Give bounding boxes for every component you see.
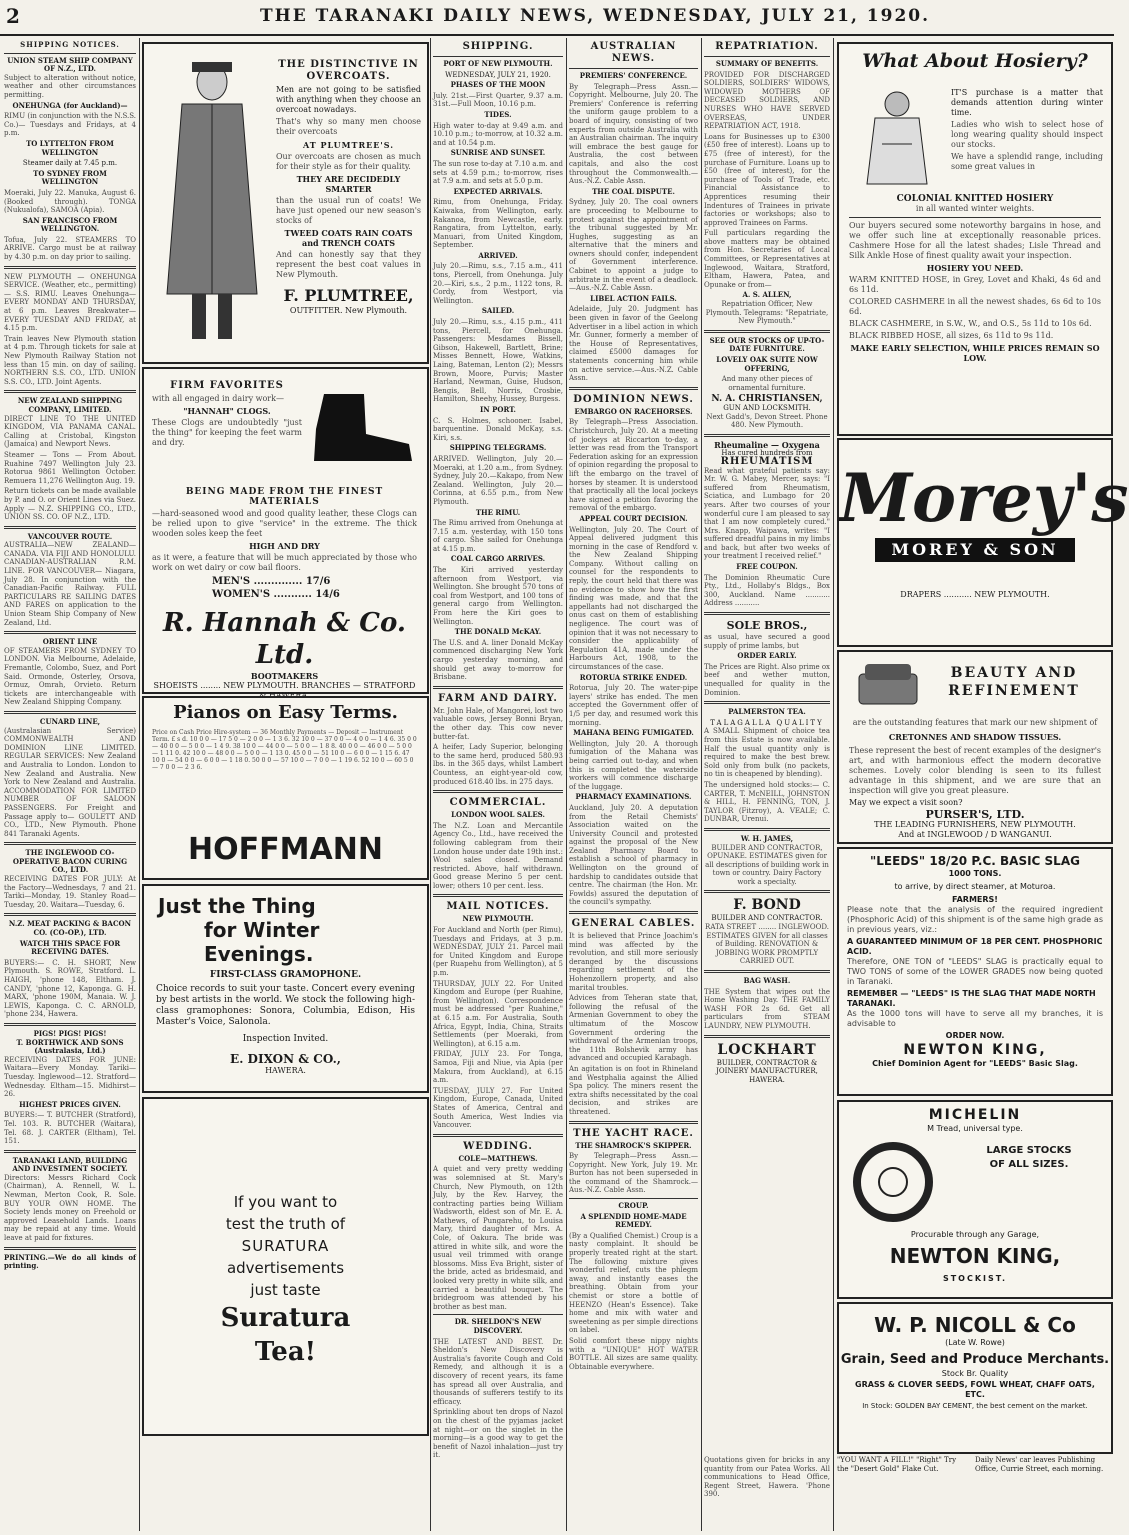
order-early: ORDER EARLY.	[737, 651, 797, 661]
hannah-made: BEING MADE FROM THE FINEST MATERIALS	[185, 487, 384, 507]
leeds-rem: REMEMBER — "LEEDS" IS THE SLAG THAT MADE NORTH TARANAKI.	[847, 989, 1096, 1008]
subheading: THE DONALD McKAY.	[454, 627, 542, 637]
suratura-ad	[142, 1097, 429, 1436]
plumtree-at: AT PLUMTREE'S.	[302, 140, 395, 150]
subheading: PREMIERS' CONFERENCE.	[579, 71, 688, 80]
vancouver-route: VANCOUVER ROUTE.	[27, 531, 113, 541]
tyre-illustration	[853, 1142, 933, 1222]
hannah-logo: R. Hannah & Co. Ltd.	[163, 608, 406, 670]
hosiery-ad: What About Hosiery? IT'S purchase is a matter that demands attention during winter time. Ladies who wish to select hose of long wearing quality should inspect our stocks. We have a splendid range, including some great values in COLONIAL KNITTED HOSIERY in all wanted winter weights. Our buyers secured some noteworthy bargains in hose, and we offer such line at exceptionally reasonable prices. Cashmere Hose for all the latest shades; Lisle Thread and Silk Ankle Hose of finest quality await your inspection. HOSIERY YOU NEED. WARM KNITTED HOSE, in Grey, Lovet and Khaki, 4s 6d and 6s 11d. COLORED CASHMERE in all the newest shades, 6s 6d to 10s 6d. BLACK CASHMERE, in S.W., W., and O.S., 5s 11d to 10s 6d. BLACK RIBBED HOSE, all sizes, 6s 11d to 9s 11d. MAKE EARLY SELECTION, WHILE PRICES REMAIN SO LOW.	[837, 42, 1113, 436]
leeds-order: ORDER NOW.	[945, 1031, 1005, 1040]
subheading: PHASES OF THE MOON	[450, 80, 546, 90]
sole-bros: SOLE BROS.,	[726, 619, 808, 633]
suratura-line: SURATURA	[241, 1237, 330, 1255]
watch-space: WATCH THIS SPACE FOR RECEIVING DATES.	[19, 938, 121, 957]
dixon-title1: Just the Thing	[158, 894, 316, 918]
subheading: MAHANA BEING FUMIGATED.	[573, 728, 694, 738]
talagalla: TALAGALLA QUALITY	[710, 718, 824, 727]
subheading: TIDES.	[484, 109, 512, 119]
hannah-loc: SHOEISTS ........ NEW PLYMOUTH. BRANCHES — STRATFORD	[153, 681, 416, 690]
heading: WEDDING.	[463, 1140, 533, 1152]
nicoll-seeds: GRASS & CLOVER SEEDS, FOWL WHEAT, CHAFF OATS, ETC.	[855, 1380, 1095, 1399]
nicoll-grain: Grain, Seed and Produce Merchants.	[840, 1352, 1110, 1367]
furniture: SEE OUR STOCKS OF UP-TO-DATE FURNITURE.	[709, 335, 825, 354]
rheumatism: RHEUMATISM	[720, 455, 814, 467]
heading: GENERAL CABLES.	[571, 918, 696, 930]
suratura-line: advertisements	[226, 1259, 345, 1277]
morey-loc: DRAPERS ........... NEW PLYMOUTH.	[900, 590, 1050, 599]
subheading: PORT OF NEW PLYMOUTH.	[443, 59, 553, 68]
plumtree-coats: TWEED COATS RAIN COATS and TRENCH COATS	[284, 228, 413, 248]
gun-lock: GUN AND LOCKSMITH.	[723, 403, 811, 412]
james: W. H. JAMES,	[740, 833, 794, 843]
subheading: IN PORT.	[480, 404, 516, 414]
rheumaline: Has cured hundreds from	[721, 449, 813, 458]
footer-daily-news: Daily News' car leaves Publishing Office, Currie Street, each morning.	[975, 1456, 1104, 1473]
subheading: A SPLENDID HOME-MADE REMEDY.	[580, 1211, 687, 1230]
pigs-notice: PIGS! PIGS! PIGS!	[33, 1028, 107, 1038]
michelin-name: NEWTON KING,	[889, 1244, 1061, 1268]
union-company: UNION STEAM SHIP COMPANY OF N.Z., LTD.	[7, 55, 133, 74]
purser-sub: CRETONNES AND SHADOW TISSUES.	[888, 732, 1062, 742]
rheumaline: Rheumaline — Oxygena	[714, 439, 820, 450]
nicoll-title: W. P. NICOLL & Co	[874, 1313, 1076, 1337]
subheading: SAILED.	[481, 306, 515, 316]
subheading: LIBEL ACTION FAILS.	[590, 293, 677, 303]
subheading: PHARMACY EXAMINATIONS.	[575, 792, 692, 802]
nicoll-stock: Stock Br. Quality	[941, 1369, 1009, 1378]
leeds-agent: Chief Dominion Agent for "LEEDS" Basic Slag.	[872, 1059, 1078, 1068]
subheading: THE SHAMROCK'S SKIPPER.	[575, 1140, 692, 1150]
shipping-column: SHIPPING. PORT OF NEW PLYMOUTH. WEDNESDAY, JULY 21, 1920. PHASES OF THE MOON July. 21st.—First Quarter, 9.37 a.m. 31st.—Full Moon, 10.16 p.m. TIDES. High water to-day at 9.49 a.m. and 10.10 p.m.; to-morrow, at 10.32 a.m. and at 10.54 p.m. SUNRISE AND SUNSET. The sun rose to-day at 7.10 a.m. and sets at 4.59 p.m.; to-morrow, rises at 7.9 a.m. and sets at 5.0 p.m. EXPECTED ARRIVALS. Rimu, from Onehunga, Friday. Kaiwaka, from Wellington, early. Rakanoa, from Newcastle, early. Rangatira, from Lyttelton, early. Manuari, from United Kingdom, September. ARRIVED. July 20.—Rimu, s.s., 7.15 a.m., 411 tons, Piercell, from Onehunga. July 20.—Kiri, s.s., 2 p.m., 1122 tons, R. Cordy, from Westport, via Wellington. SAILED. July 20.—Rimu, s.s., 4.15 p.m., 411 tons, Piercell, for Onehunga. Passengers: Mesdames Bissell, Gibson, Hakewell, Bartlett, Brine; Misses Bennett, Howe, Watkins, Laing, Bateman, Lenton (2); Messrs Brown, Moore, Purvis; Master Harland, Newman, Guise, Hudson, Bengis, Bell, Norris, Crosbie, Hamilton, Sheehy, Hussey, Burgess. IN PORT. C. S. Holmes, schooner. Isabel, barquentine. Donald McKay, s.s. Kiri, s.s. SHIPPING TELEGRAMS. ARRIVED. Wellington, July 20.—Moeraki, at 1.20 a.m., from Sydney. Sydney, July 20.—Kakapo, from New Zealand. Wellington, July 20.—Corinna, at 6.55 p.m., from New Plymouth. THE RIMU. The Rimu arrived from Onehunga at 7.15 a.m. yesterday, with 150 tons of cargo. She sailed for Onehunga at 4.15 p.m. COAL CARGO ARRIVES. The Kiri arrived yesterday afternoon from Westport, via Wellington. She brought 570 tons of coal from Westport, and 100 tons of general cargo from Wellington. From here the Kiri goes to Wellington. THE DONALD McKAY. The U.S. and A. liner Donald McKay commenced discharging New York cargo yesterday morning, and should get away to-morrow for Brisbane. FARM AND DAIRY. Mr. John Hale, of Mangorei, lost two valuable cows, Jersey Bonni Bryan, the other day. This cow never butter-fat. A heifer, Lady Superior, belonging to the same herd, produced 580.93 lbs. in the 365 days, whilst Lambert Countess, an eight-year-old cow, produced 618.40 lbs. in 275 days. COMMERCIAL. LONDON WOOL SALES. The N.Z. Loan and Mercantile Agency Co., Ltd., have received the following cablegram from their London house under date 19th inst.: Wool sales closed. Demand restricted. Above, half withdrawn. Good grease Merino 5 per cent. lower; others 10 per cent. less. MAIL NOTICES. NEW PLYMOUTH. For Auckland and North (per Rimu), Tuesdays and Fridays, at 3 p.m. WEDNESDAY, JULY 21. Parcel mail for United Kingdom and Europe (per Ruapehu from Wellington), at 5 p.m. THURSDAY, JULY 22. For United Kingdom and Europe (per Ruahine, from Wellington). Correspondence must be addressed "per Ruahine," at 6.15 a.m. For Australia, South Africa, Egypt, India, China, Straits Settlements (per Moeraki, from Wellington), at 6.15 a.m. FRIDAY, JULY 23. For Tonga, Samoa, Fiji and Niue, via Apia (per Makura, from Auckland), at 6.15 a.m. TUESDAY, JULY 27. For United Kingdom, Europe, Canada, United States of America, Central and South America, West Indies via Vancouver. WEDDING. COLE—MATTHEWS. A quiet and very pretty wedding was solemnised at St. Mary's Church, New Plymouth, on 12th July, by the Rev. Harvey, the contracting parties being William Wadsworth, eldest son of Mr. E. A. Mathews, of Pungarehu, to Louisa Mary, third daughter of Mrs. A. Cole, of Oakura. The bride was attired in white silk, and wore the usual veil trimmed with orange blossoms. Miss Eva Bright, sister of the bride, acted as bridesmaid, and looked very pretty in white silk, and carried a beautiful bouquet. The bridegroom was attended by his brother as best man. DR. SHELDON'S NEW DISCOVERY. THE LATEST AND BEST. Dr. Sheldon's New Discovery is Australia's favorite Cough and Cold Remedy, and although it is a discovery of recent years, its fame has spread all over Australia, and thousands of sufferers testify to its efficacy. Sprinkling about ten drops of Nazol on the chest of the pyjamas jacket at night—or on the singlet in the morning—is a good way to get the benefit of Nazol inhalation—just try it.	[433, 41, 563, 1460]
newspaper-title: THE TARANAKI DAILY NEWS, WEDNESDAY, JULY 21, 1920.	[260, 6, 931, 26]
subheading: THE COAL DISPUTE.	[592, 186, 675, 196]
dixon-name: E. DIXON & CO.,	[230, 1052, 341, 1066]
heading: REPATRIATION.	[715, 41, 819, 52]
shipping-notices-heading: SHIPPING NOTICES.	[20, 40, 120, 49]
nicoll-coal: In Stock: GOLDEN BAY CEMENT, the best cement on the market.	[862, 1402, 1088, 1410]
leeds-tons: 1000 TONS.	[948, 869, 1002, 878]
meat-packing: N.Z. MEAT PACKING & BACON CO. (CO-OP.), LTD.	[8, 919, 132, 938]
subheading: APPEAL COURT DECISION.	[579, 513, 688, 523]
subheading: SHIPPING TELEGRAMS.	[449, 443, 547, 453]
dixon-inv: Inspection Invited.	[242, 1034, 329, 1044]
footer-lockhart-extra: Quotations given for bricks in any quantity from our Patea Works. All communications to Head Office, Regent Street, Hawera. 'Phone 390.	[704, 1456, 830, 1499]
morey-logo: Morey's	[839, 459, 1129, 537]
hannah-grade: HIGH AND DRY	[249, 541, 320, 551]
leeds-farmers: FARMERS!	[952, 895, 998, 904]
subheading: CROUP.	[618, 1201, 649, 1211]
heading: FARM AND DAIRY.	[438, 692, 558, 704]
hoffmann-title: Pianos on Easy Terms.	[173, 702, 398, 723]
inglewood-bacon: THE INGLEWOOD CO-OPERATIVE BACON CURING CO., LTD.	[12, 848, 128, 875]
palmerston-tea: PALMERSTON TEA.	[728, 707, 806, 717]
christiansen: N. A. CHRISTIANSEN,	[711, 394, 823, 405]
orient-line: ORIENT LINE	[42, 637, 98, 647]
morey-band: MOREY & SON	[875, 538, 1075, 562]
allen: A. S. ALLEN,	[742, 290, 792, 300]
subheading: ARRIVED.	[478, 250, 518, 260]
dixon-text: Choice records to suit your taste. Concert every evening by best artists in the world. We stock the following high-class gramophones: Sonora, Columbia, Edison, His Master's Voice, Salonola.	[156, 984, 415, 1027]
australian-news-column: AUSTRALIAN NEWS. PREMIERS' CONFERENCE. By Telegraph—Press Assn.—Copyright. Melbourne, July 20. The Premiers' Conference is referring the uniform gauge problem to a board of inquiry, consisting of two experts from outside Australia with an Australian chairman. The inquiry will embrace the best gauge for Australia, the cost between capitals, and also the cost throughout the Commonwealth.—Aus.-N.Z. Cable Assn. THE COAL DISPUTE. Sydney, July 20. The coal owners are proceeding to Melbourne to protest against the appointment of the tribunal suggested by Mr. Hughes, suggesting as an alternative that the miners and owners should confer, independent of Government interference. Cabinet to appoint a judge to arbitrate in the event of a deadlock.—Aus.-N.Z. Cable Assn. LIBEL ACTION FAILS. Adelaide, July 20. Judgment has been given in favor of the Geelong Advertiser in a libel action in which Mr. Gunner, formerly a member of the House of Representatives, claimed £5000 damages for statements concerning him while on active service.—Aus.-N.Z. Cable Assn. DOMINION NEWS. EMBARGO ON RACEHORSES. By Telegraph—Press Association. Christchurch, July 20. At a meeting of jockeys at Riccarton to-day, a letter was read from the Transport Federation asking for an expression of opinion regarding the proposal to lift the embargo on the travel of horses by steamer. It is understood that practically all the local jockeys have signed a petition favoring the removal of the embargo. APPEAL COURT DECISION. Wellington, July 20. The Court of Appeal delivered judgment this morning in the case of Rendford v. the New Zealand Shipping Company. Without calling on counsel for the respondents to reply, the court held that there was no evidence to show how the first finding was made, and that the appellants had not discharged the onus cast on them of establishing negligence. The court was of opinion that it was not necessary to consider the applicability of Regulation 41A, made under the Harbours Act, 1908, to the circumstances of the case. ROTORUA STRIKE ENDED. Rotorua, July 20. The water-pipe layers' strike has ended. The men accepted the Government offer of 1/5 per day, and resumed work this morning. MAHANA BEING FUMIGATED. Wellington, July 20. A thorough fumigation of the Mahana was being carried out to-day, and when this is completed the waterside workers will commence discharge of the luggage. PHARMACY EXAMINATIONS. Auckland, July 20. A deputation from the Retail Chemists' Association waited on the University Council and protested against the proposal of the New Zealand Pharmacy Board to establish a school of pharmacy in Wellington on the ground of hardship to candidates outside that centre. The chairman (the Hon. Mr. Fowlds) assured the deputation of the council's sympathy. GENERAL CABLES. It is believed that Prince Joachim's mind was affected by the revolution, and still more seriously deranged by the discussions regarding settlement of the Hohenzollern property, and also marital troubles. Advices from Teheran state that, following the refusal of the Armenian Government to obey the ultimatum of the Moscow Government ordering the withdrawal of the Armenian troops, the 11th Bolshevik army has advanced and occupied Karabagh. An agitation is on foot in Rhineland and Westphalia against the Allied Spa policy. The miners resent the extra shifts necessitated by the coal decision, and strikes are threatened. THE YACHT RACE. THE SHAMROCK'S SKIPPER. By Telegraph—Press Assn.—Copyright. New York, July 19. Mr. Burton has not been superseded in the command of the Shamrock.—Aus.-N.Z. Cable Assn. CROUP. A SPLENDID HOME-MADE REMEDY. (By a Qualified Chemist.) Croup is a nasty complaint. It should be properly treated right at the start. The following mixture gives wonderful relief, cuts the phlegm away, and instantly eases the breathing. Obtain from your chemist or store a bottle of HEENZO (Hean's Essence). Take home and mix with water and sweetening as per simple directions on label. Solid comfort these nippy nights with a "UNIQUE" HOT WATER BOTTLE. All sizes are same quality. Obtainable everywhere.	[569, 41, 698, 1371]
dixon-ad	[142, 884, 429, 1093]
purser-ad: BEAUTY AND REFINEMENT are the outstanding features that mark our new shipment of CRETONNES AND SHADOW TISSUES. These represent the best of recent examples of the designer's art, and with harmonious effect the modern decorative schemes. Lovely color blending is seen to its fullest advantage in this shipment, and we are sure that an inspection will give you great pleasure. May we expect a visit soon? PURSER'S, LTD. THE LEADING FURNISHERS, NEW PLYMOUTH. And at INGLEWOOD / D WANGANUI.	[837, 650, 1113, 844]
purser-desc: THE LEADING FURNISHERS, NEW PLYMOUTH.	[874, 820, 1076, 829]
subheading: COAL CARGO ARRIVES.	[450, 554, 546, 564]
heading: AUSTRALIAN NEWS.	[590, 41, 677, 64]
subheading: DR. SHELDON'S NEW DISCOVERY.	[454, 1317, 542, 1335]
subheading: SUNRISE AND SUNSET.	[450, 148, 546, 158]
nicoll-ad	[837, 1302, 1113, 1454]
subheading: ROTORUA STRIKE ENDED.	[579, 672, 688, 682]
column-rule	[701, 38, 702, 1531]
subheading: EXPECTED ARRIVALS.	[453, 186, 543, 196]
plumtree-smarter: THEY ARE DECIDEDLY SMARTER	[296, 174, 401, 194]
heading: MAIL NOTICES.	[446, 901, 550, 913]
land-society: TARANAKI LAND, BUILDING AND INVESTMENT SOCIETY.	[12, 1155, 128, 1174]
subheading: EMBARGO ON RACEHORSES.	[574, 406, 693, 416]
hosiery-early: MAKE EARLY SELECTION, WHILE PRICES REMAIN SO LOW.	[850, 343, 1100, 363]
hannah-womens-price: WOMEN'S ........... 14/6	[212, 589, 340, 600]
michelin-stock: LARGE STOCKS OF ALL SIZES.	[986, 1145, 1072, 1170]
hosiery-need: HOSIERY YOU NEED.	[926, 263, 1024, 273]
column-rule	[430, 38, 431, 1531]
leeds-title: "LEEDS" 18/20 P.C. BASIC SLAG	[870, 854, 1080, 868]
michelin-sub: M Tread, universal type.	[927, 1124, 1023, 1133]
suratura-line: Suratura	[220, 1303, 351, 1333]
highest-prices: HIGHEST PRICES GIVEN.	[19, 1099, 121, 1109]
morey-ad	[837, 438, 1129, 647]
purser-br: And at INGLEWOOD / D WANGANUI.	[898, 830, 1052, 839]
hannah-title: FIRM FAVORITES	[170, 380, 284, 391]
line-item: SAN FRANCISCO FROM WELLINGTON.	[22, 215, 118, 234]
line-item: TO SYDNEY FROM WELLINGTON	[33, 168, 107, 187]
borthwick: T. BORTHWICK AND SONS (Australasia, Ltd.)	[16, 1037, 124, 1056]
hosiery-text: IT'S purchase is a matter that demands attention during winter time.	[951, 88, 1103, 117]
subheading: SUMMARY OF BENEFITS.	[715, 59, 819, 68]
hosiery-title: What About Hosiery?	[862, 50, 1088, 72]
cunard-line: CUNARD LINE,	[39, 716, 101, 726]
leeds-guar: A GUARANTEED MINIMUM OF 18 PER CENT. PHOSPHORIC ACID.	[847, 937, 1103, 956]
plumtree-name: F. PLUMTREE,	[283, 286, 414, 305]
michelin-title: MICHELIN	[928, 1107, 1022, 1123]
leeds-arrive: to arrive, by direct steamer, at Moturoa.	[894, 882, 1056, 891]
hannah-ad: FIRM FAVORITES with all engaged in dairy work— "HANNAH" CLOGS. These Clogs are undoubtedly "just the thing" for keeping the feet warm and dry. BEING MADE FROM THE FINEST MATERIALS —hard-seasoned wood and good quality leather, these Clogs can be relied upon to give "service" in the extreme. The thick wooden soles keep the feet HIGH AND DRY as it were, a feature that will be much appreciated by those who work on wet dairy or cow bail floors. MEN'S .............. 17/6 WOMEN'S ........... 14/6 R. Hannah & Co. Ltd. BOOTMAKERS SHOEISTS ........ NEW PLYMOUTH. BRANCHES — STRATFORD	[142, 367, 429, 694]
column-rule	[139, 38, 140, 1531]
plumtree-title: THE DISTINCTIVE IN OVERCOATS.	[278, 59, 419, 82]
suratura-line: If you want to	[233, 1193, 338, 1211]
dixon-sub: FIRST-CLASS GRAMOPHONE.	[209, 970, 362, 980]
leeds-ad: "LEEDS" 18/20 P.C. BASIC SLAG 1000 TONS. to arrive, by direct steamer, at Moturoa. FARMERS! Please note that the analysis of the required ingredient (Phosphoric Acid) of this shipment is of the same high grade as in previous years, viz.: A GUARANTEED MINIMUM OF 18 PER CENT. PHOSPHORIC ACID. Therefore, ONE TON of "LEEDS" SLAG is practically equal to TWO TONS of some of the LOWER GRADES now being quoted in Taranaki. REMEMBER — "LEEDS" IS THE SLAG THAT MADE NORTH TARANAKI. As the 1000 tons will have to serve all my branches, it is advisable to ORDER NOW. NEWTON KING, Chief Dominion Agent for "LEEDS" Basic Slag.	[837, 847, 1113, 1096]
purser-title2: REFINEMENT	[948, 683, 1080, 699]
hoffmann-name: HOFFMANN	[188, 832, 383, 867]
bond-builder: BUILDER AND CONTRACTOR.	[711, 914, 823, 923]
heading: SHIPPING.	[462, 41, 534, 52]
hannah-boot: BOOTMAKERS	[250, 671, 319, 681]
michelin-st: STOCKIST.	[942, 1274, 1008, 1283]
nicoll-late: (Late W. Rowe)	[945, 1338, 1005, 1347]
michelin-ad	[837, 1100, 1113, 1299]
michelin-proc: Procurable through any Garage,	[910, 1230, 1040, 1239]
column-rule	[566, 38, 567, 1531]
shipping-notices-column: SHIPPING NOTICES. UNION STEAM SHIP COMPANY OF N.Z., LTD. Subject to alteration without notice, weather and other circumstances permitting. ONEHUNGA (for Auckland)— RIMU (in conjunction with the N.S.S. Co.)— Tuesdays and Fridays, at 4 p.m. TO LYTTELTON FROM WELLINGTON Steamer daily at 7.45 p.m. TO SYDNEY FROM WELLINGTON Moeraki, July 22. Manuka, August 6. (Booked through). TONGA (Nukualofa), SAMOA (Apia). SAN FRANCISCO FROM WELLINGTON. Tofua, July 22. STEAMERS TO ARRIVE. Cargo must be at railway by 4.30 p.m. on day prior to sailing. NEW PLYMOUTH — ONEHUNGA SERVICE. (Weather, etc., permitting)— S.S. RIMU. Leaves Onehunga— EVERY MONDAY AND THURSDAY, at 6 p.m. Leaves Breakwater— EVERY TUESDAY AND FRIDAY, at 4.15 p.m. Train leaves New Plymouth station at 4 p.m. Through tickets for sale at New Plymouth Railway Station not less than 15 min. on day of sailing. NORTHERN S.S. CO., LTD. UNION S.S. CO., LTD. Joint Agents. NEW ZEALAND SHIPPING COMPANY, LIMITED. DIRECT LINE TO THE UNITED KINGDOM, VIA PANAMA CANAL. Calling at Cristobal, Kingston (Jamaica) and Newport News. Steamer — Tons — From About. Ruahine 7497 Wellington July 23. Rotorua 9861 Wellington October. Remuera 11,276 Wellington Aug. 19. Return tickets can be made available by P. and O. or Orient Lines via Suez. Apply — N.Z. SHIPPING CO., LTD., UNION SS. CO. OF N.Z., LTD. VANCOUVER ROUTE. AUSTRALIA—NEW ZEALAND—CANADA. VIA FIJI AND HONOLULU. CANADIAN-AUSTRALIAN R.M. LINE. FOR VANCOUVER— Niagara, July 28. In conjunction with the Canadian-Pacific Railway. FULL PARTICULARS RE SAILING DATES AND FARES on application to the Union Steam Ship Company of New Zealand, Ltd. ORIENT LINE OF STEAMERS FROM SYDNEY TO LONDON. Via Melbourne, Adelaide, Fremantle, Colombo, Suez, and Port Said. Ormonde, Osterley, Orsova, Ormuz, Omrah, Orvieto. Return tickets are interchangeable with New Zealand Shipping Company. CUNARD LINE, (Australasian Service) COMMONWEALTH AND DOMINION LINE LIMITED. REGULAR SERVICES: New Zealand and Australia to London. London to New Zealand and Australia. New York to New Zealand and Australia. ACCOMMODATION FOR LIMITED NUMBER OF SALOON PASSENGERS. For Freight and Passage apply to— GOULETT AND CO., LTD., New Plymouth. Phone 841 Taranaki Agents. THE INGLEWOOD CO-OPERATIVE BACON CURING CO., LTD. RECEIVING DATES FOR JULY: At the Factory—Wednesdays, 7 and 21. Tariki—Monday, 19. Stanley Road—Tuesday, 20. Waitara—Tuesday, 6. N.Z. MEAT PACKING & BACON CO. (CO-OP.), LTD. WATCH THIS SPACE FOR RECEIVING DATES. BUYERS:— C. H. SHORT, New Plymouth. S. ROWE, Stratford. L. HAIGH, 'phone 148, Eltham. J. CANDY, 'phone 12, Kaponga. G. H. MARX, 'phone 190M, Manaia. W. J. LEWIS, Kaponga. C. C. ARNOLD, 'phone 234, Hawera. PIGS! PIGS! PIGS! T. BORTHWICK AND SONS (Australasia, Ltd.) RECEIVING DATES FOR JUNE: Waitara—Every Monday. Tariki—Tuesday. Inglewood—12. Stratford—Wednesday. Eltham—15. Midhirst—26. HIGHEST PRICES GIVEN. BUYERS:— T. BUTCHER (Stratford), Tel. 103. R. BUTCHER (Waitara), Tel. 68. J. CARTER (Eltham), Tel. 151. TARANAKI LAND, BUILDING AND INVESTMENT SOCIETY. Directors: Messrs Richard Cock (Chairman), A. Rennell, W. L. Newman, Merton Cook, R. Sole. BUY YOUR OWN HOME. The Society lends money on Freehold or approved Leasehold Lands. Loans may be repaid at any time. Would leave at paid for fixtures. PRINTING.—We do all kinds of printing.	[4, 40, 136, 1271]
nz-shipping: NEW ZEALAND SHIPPING COMPANY, LIMITED.	[17, 396, 123, 414]
clog-boot-illustration	[304, 389, 419, 469]
armchair-illustration	[853, 660, 923, 710]
repatriation-column: REPATRIATION. SUMMARY OF BENEFITS. PROVIDED FOR DISCHARGED SOLDIERS, SOLDIERS' WIDOWS, WIDOWED MOTHERS OF DECEASED SOLDIERS, AND NURSES WHO HAVE SERVED OVERSEAS, UNDER REPATRIATION ACT, 1918. Loans for Businesses up to £300 (£50 free of interest). Loans up to £75 (free of interest), for the purchase of Furniture. Loans up to £50 (free of interest), for the purchase of Tools of Trade, etc. Financial Assistance to Apprentices resuming their Indentures of Trainees in private factories or workshops; also to approved Trainees on Farms. Full particulars regarding the above matters may be obtained from Hon. Secretaries of Local Committees, or Representatives at Inglewood, Waitara, Stratford, Eltham, Hawera, Patea, and Opunake or from— A. S. ALLEN, Repatriation Officer, New Plymouth. Telegrams: "Repatriate, New Plymouth." SEE OUR STOCKS OF UP-TO-DATE FURNITURE. LOVELY OAK SUITE NOW OFFERING, And many other pieces of ornamental furniture. N. A. CHRISTIANSEN, GUN AND LOCKSMITH. Next Gadd's, Devon Street. Phone 480. New Plymouth. Rheumaline — Oxygena Has cured hundreds from RHEUMATISM Read what grateful patients say: Mr. W. G. Mabey, Mercer, says: "I suffered from Rheumatism, Sciatica, and Lumbago for 20 years. After two courses of your wonderful cure I am pleased to say that I am now completely cured." Mrs. Knapp, Waipawa, writes: "I suffered dreadful pains in my limbs and back, but after two weeks of your treatment I received relief." FREE COUPON. The Dominion Rheumatic Cure Pty., Ltd., Hollaby's Bldgs., Box 300, Auckland. Name ........... Address ........... SOLE BROS., as usual, have secured a good supply of prime lambs, but ORDER EARLY. The Prices are Right. Also prime ox beef and wether mutton, unequalled for quality in the Dominion. PALMERSTON TEA. TALAGALLA QUALITY A SMALL Shipment of choice tea from this Estate is now available. Half the usual quantity only is required to make the best brew. Sold only from bulk (no packets, no tin is cheapened by blending). The undersigned hold stocks:— C. CARTER, T. McNEILL, JOHNSTON & HILL, H. FENNING, TON, J. TAYLOR (Fitzroy), A. VEALE; C. DUNBAR, Urenui. W. H. JAMES, BUILDER AND CONTRACTOR, OPUNAKE. ESTIMATES given for all descriptions of building work in town or country. Dairy Factory work a specialty. F. BOND BUILDER AND CONTRACTOR. RATA STREET ........ INGLEWOOD. ESTIMATES GIVEN for all classes of Building. RENOVATION & JOBBING WORK PROMPTLY CARRIED OUT. BAG WASH. THE System that wipes out the Home Washing Day. THE FAMILY WASH FOR 2s 6d. Get all particulars from STEAM LAUNDRY, NEW PLYMOUTH. LOCKHART BUILDER, CONTRACTOR & JOINERY MANUFACTURER, HAWERA.	[704, 41, 830, 1084]
suratura-line: just taste	[250, 1281, 321, 1299]
purser-visit: May we expect a visit soon?	[849, 798, 963, 807]
subheading: COLE—MATTHEWS.	[458, 1153, 538, 1163]
masthead	[0, 0, 1114, 36]
leeds-name: NEWTON KING,	[903, 1042, 1047, 1058]
man-in-overcoat-illustration	[152, 54, 272, 354]
hannah-clogs: "HANNAH" CLOGS.	[183, 406, 271, 416]
heading: COMMERCIAL.	[449, 797, 547, 809]
line-item: TO LYTTELTON FROM WELLINGTON	[26, 138, 114, 157]
heading: THE YACHT RACE.	[573, 1127, 694, 1139]
bond: F. BOND	[733, 897, 801, 914]
bag-wash: BAG WASH.	[743, 976, 791, 986]
line-item: ONEHUNGA (for Auckland)—	[12, 100, 128, 110]
lockhart: LOCKHART	[717, 1041, 817, 1058]
plumtree-outfitter: OUTFITTER. New Plymouth.	[289, 306, 408, 315]
lockhart-desc: BUILDER, CONTRACTOR & JOINERY MANUFACTURER, HAWERA.	[716, 1058, 818, 1084]
purser-name: PURSER'S, LTD.	[925, 808, 1025, 821]
subheading: THE RIMU.	[475, 507, 521, 517]
page-number: 2	[6, 4, 20, 28]
plumtree-ad: THE DISTINCTIVE IN OVERCOATS. Men are not going to be satisfied with anything when they choose an overcoat nowadays. That's why so many men choose their overcoats AT PLUMTREE'S. Our overcoats are chosen as much for their style as for their quality. THEY ARE DECIDEDLY SMARTER than the usual run of coats! We have just opened our new season's stocks of TWEED COATS RAIN COATS and TRENCH COATS And can honestly say that they represent the best coat values in New Plymouth. F. PLUMTREE, OUTFITTER. New Plymouth.	[142, 42, 429, 364]
column-rule	[833, 38, 834, 1531]
subheading: LONDON WOOL SALES.	[451, 810, 545, 820]
hoffmann-ad	[142, 696, 429, 880]
woman-knitting-illustration	[847, 84, 947, 194]
suratura-line: test the truth of	[225, 1215, 346, 1233]
dixon-town: HAWERA.	[265, 1066, 306, 1075]
footer-desert-gold: "YOU WANT A FILL!" "Right" Try the "Desert Gold" Flake Cut.	[837, 1456, 957, 1473]
purser-title1: BEAUTY AND	[950, 665, 1078, 681]
hoffmann-price-table: Price on Cash Price Hire-system — 36 Monthly Payments — Deposit — Instrument Term. £ s d. 10 0 0 — 17 5 0 — 2 0 0 — 1 3 6. 32 10 0 — 37 0 0 — 4 0 0 — 1 4 6. 35 0 0 — 40 0 0 — 5 0 0 — 1 4 9. 38 10 0 — 44 0 0 — 5 0 0 — 1 8 8. 40 0 0 — 46 0 0 — 5 0 0 — 1 11 0. 42 10 0 — 48 0 0 — 5 0 0 — 1 13 0. 45 0 0 — 51 10 0 — 6 0 0 — 1 15 6. 47 10 0 — 54 0 0 — 6 0 0 — 1 18 0. 50 0 0 — 57 10 0 — 7 0 0 — 1 19 6. 52 10 0 — 60 5 0 — 7 0 0 — 2 3 6.	[152, 729, 417, 771]
printing-notice: PRINTING.—We do all kinds of printing.	[4, 1252, 136, 1271]
lovely-oak: LOVELY OAK SUITE NOW OFFERING,	[716, 355, 818, 373]
date: WEDNESDAY, JULY 21, 1920.	[445, 70, 551, 79]
hannah-mens-price: MEN'S .............. 17/6	[212, 576, 331, 587]
dixon-title2: for Winter Evenings.	[204, 918, 320, 966]
suratura-line: Tea!	[254, 1337, 317, 1367]
plumtree-text: Men are not going to be satisfied with anything when they choose an overcoat nowadays.	[276, 85, 421, 114]
line-item: Steamer daily at 7.45 p.m.	[22, 159, 118, 168]
heading: DOMINION NEWS.	[573, 393, 694, 405]
hosiery-knit: COLONIAL KNITTED HOSIERY	[896, 194, 1054, 204]
coupon: FREE COUPON.	[736, 562, 798, 572]
